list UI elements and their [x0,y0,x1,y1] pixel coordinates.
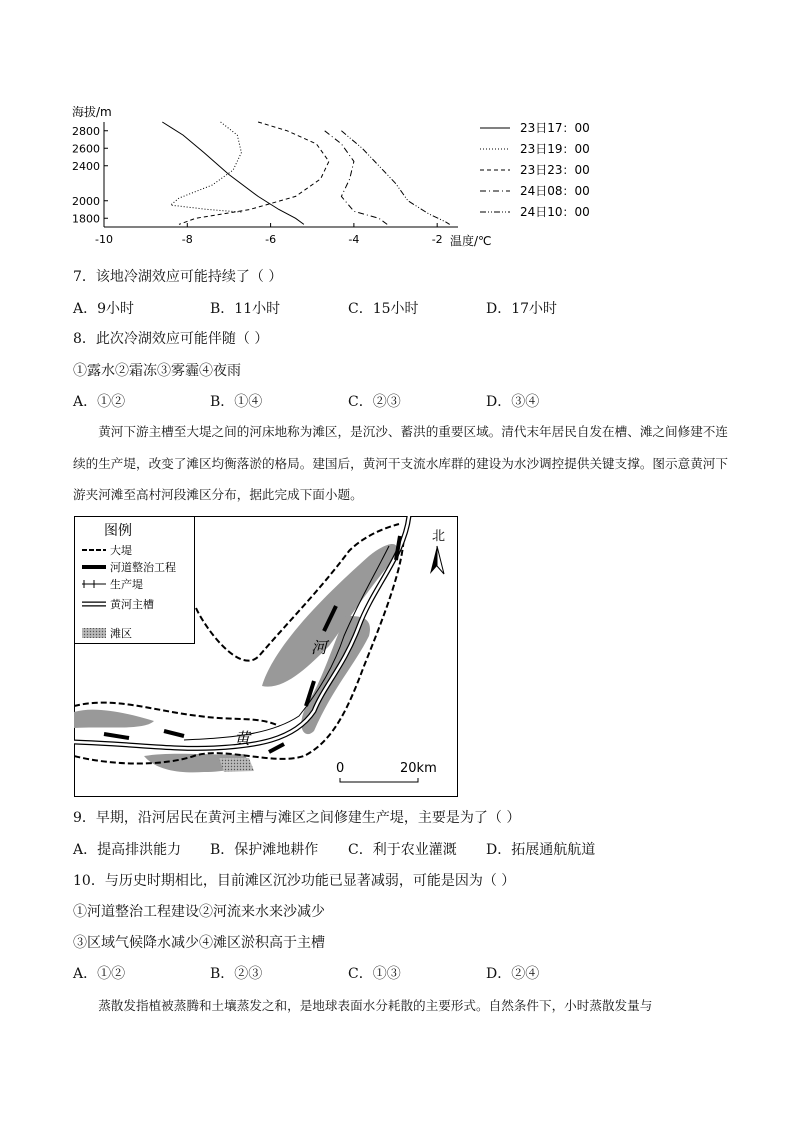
q7-option-b[interactable]: B．11小时 [210,301,281,317]
question-8-stem: 8．此次冷湖效应可能伴随（ ） [73,331,269,347]
y-tick-label: 2400 [72,159,100,173]
series-line-5 [341,131,449,225]
series-line-1 [162,122,304,224]
passage-yellow-river: 黄河下游主槽至大堤之间的河床地称为滩区，是沉沙、蓄洪的重要区域。清代末年居民自发在槽、滩之间修建不连续的生产堤，改变了滩区均衡落淤的格局。建国后，黄河干支流水库群的建设为水沙调控提供关键支撑。图示意黄河下游夹河滩至高村河段滩区分布，据此完成下面小题。 [73,424,728,502]
north-label: 北 [432,529,446,544]
passage-evapotranspiration: 蒸散发指植被蒸腾和土壤蒸发之和，是地球表面水分耗散的主要形式。自然条件下，小时蒸散发量与 [98,998,653,1013]
x-tick-label: -2 [431,233,443,246]
question-10-stem: 10．与历史时期相比，目前滩区沉沙功能已显著减弱，可能是因为（ ） [73,873,516,889]
legend-floodplain-symbol [82,628,106,638]
q8-option-c[interactable]: C．②③ [348,394,401,410]
series-line-4 [325,131,388,225]
q8-option-a[interactable]: A．①② [73,394,126,410]
temperature-altitude-chart [68,100,608,250]
q10-option-b[interactable]: B．②③ [210,966,263,982]
yellow-river-map [74,516,458,797]
q10-option-c[interactable]: C．①③ [348,966,401,982]
scale-start: 0 [336,761,345,776]
x-tick-label: -8 [181,233,193,246]
q10-option-a[interactable]: A．①② [73,966,126,982]
question-8-items: ①露水②霜冻③雾霾④夜雨 [73,363,241,379]
q10-option-d[interactable]: D．②④ [486,966,540,982]
q9-option-c[interactable]: C．利于农业灌溉 [348,842,457,858]
legend-label-3: 23日23：00 [520,163,590,177]
legend-label-4: 24日08：00 [520,184,590,198]
legend-label-1: 23日17：00 [520,121,590,135]
q9-option-d[interactable]: D．拓展通航航道 [486,842,596,858]
y-tick-label: 2800 [72,124,100,138]
q8-option-b[interactable]: B．①④ [210,394,263,410]
legend-works-label: 河道整治工程 [110,561,176,574]
q9-option-b[interactable]: B．保护滩地耕作 [210,842,319,858]
legend-dike-label: 生产堤 [110,578,143,591]
legend-channel-label: 黄河主槽 [110,598,154,611]
x-axis-label: 温度/℃ [450,234,492,248]
q8-option-d[interactable]: D．③④ [486,394,540,410]
x-tick-label: -4 [348,233,360,246]
q7-option-a[interactable]: A．9小时 [73,301,135,317]
series-line-2 [171,122,242,212]
floodplain-hatched [219,758,254,772]
river-label-he: 河 [311,638,328,657]
question-10-items-2: ③区域气候降水减少④滩区淤积高于主槽 [73,935,325,951]
q7-option-d[interactable]: D．17小时 [486,301,558,317]
question-10-items-1: ①河道整治工程建设②河流来水来沙减少 [73,904,325,920]
legend-title: 图例 [104,523,132,539]
legend-floodplain-label: 滩区 [110,627,132,640]
y-axis-label: 海拔/m [72,105,112,119]
legend-label-2: 23日19：00 [520,142,590,156]
q9-option-a[interactable]: A．提高排洪能力 [73,842,182,858]
y-tick-label: 2000 [72,194,100,208]
river-label-huang: 黄 [234,729,251,748]
q7-option-c[interactable]: C．15小时 [348,301,419,317]
y-tick-label: 2600 [72,142,100,156]
legend-label-5: 24日10：00 [520,205,590,219]
question-7-stem: 7．该地冷湖效应可能持续了（ ） [73,269,283,285]
legend-levee-label: 大堤 [110,544,132,557]
y-tick-label: 1800 [72,212,100,226]
x-tick-label: -10 [95,233,113,246]
question-9-stem: 9．早期，沿河居民在黄河主槽与滩区之间修建生产堤，主要是为了（ ） [73,810,521,826]
scale-end: 20km [400,761,437,776]
x-tick-label: -6 [265,233,277,246]
